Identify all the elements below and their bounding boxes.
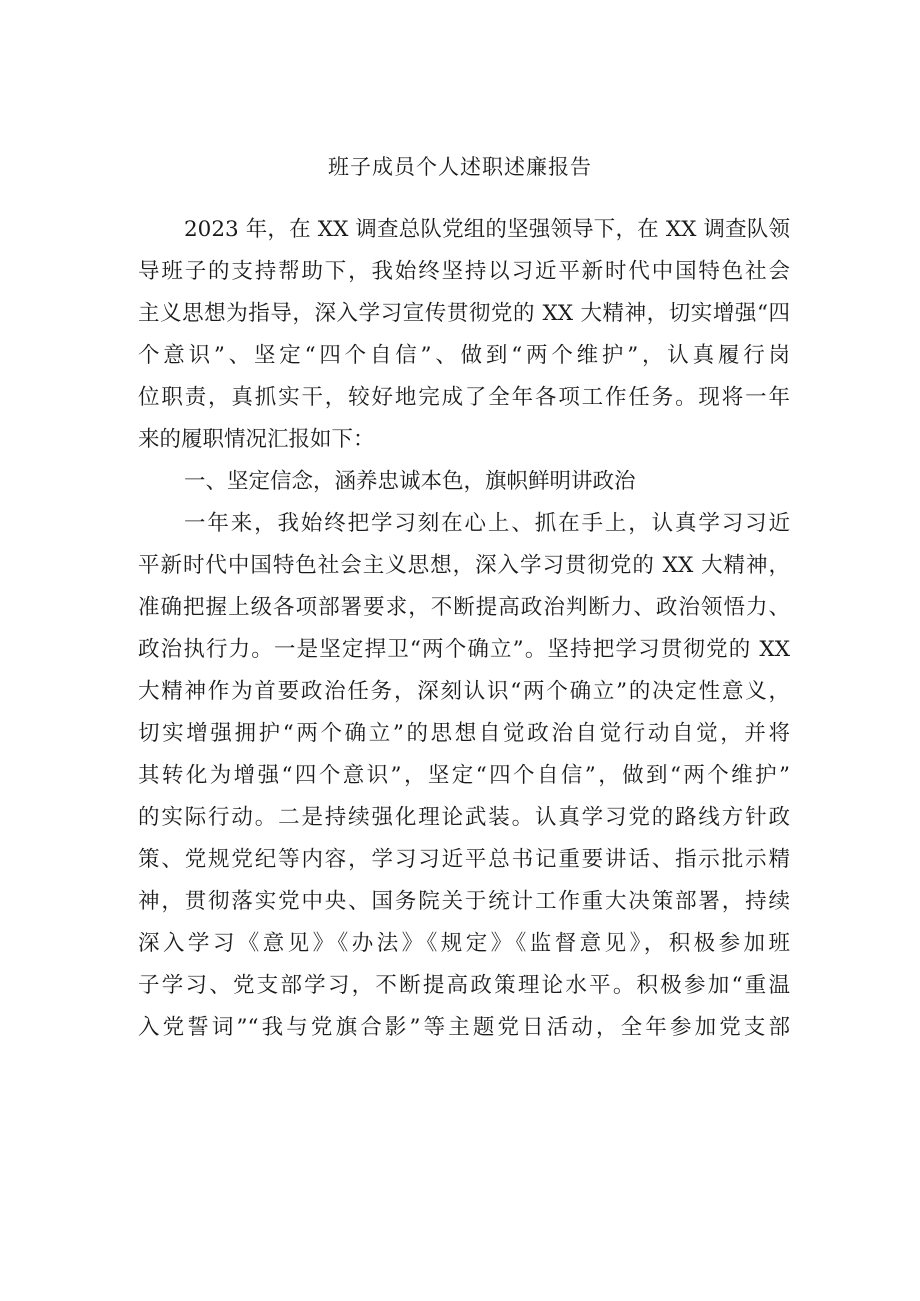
paragraph-line: 2023 年，在 XX 调查总队党组的坚强领导下，在 XX 调查队领 <box>184 217 790 242</box>
paragraph-line: 神，贯彻落实党中央、国务院关于统计工作重大决策部署，持续 <box>138 889 790 914</box>
paragraph-line: 策、党规党纪等内容，学习习近平总书记重要讲话、指示批示精 <box>138 847 790 872</box>
paragraph-line: 的实际行动。二是持续强化理论武装。认真学习党的路线方针政 <box>138 805 790 830</box>
paragraph-line: 一年来，我始终把学习刻在心上、抓在手上，认真学习习近 <box>184 511 790 536</box>
paragraph-line: 平新时代中国特色社会主义思想，深入学习贯彻党的 XX 大精神， <box>138 553 790 578</box>
paragraph-line: 个意识”、坚定“四个自信”、做到“两个维护”，认真履行岗 <box>138 343 790 368</box>
paragraph-line: 政治执行力。一是坚定捍卫“两个确立”。坚持把学习贯彻党的 XX <box>138 637 790 662</box>
paragraph-line: 子学习、党支部学习，不断提高政策理论水平。积极参加“重温 <box>138 973 790 998</box>
document-title: 班子成员个人述职述廉报告 <box>328 155 592 179</box>
paragraph-line: 主义思想为指导，深入学习宣传贯彻党的 XX 大精神，切实增强“四 <box>138 301 790 326</box>
paragraph-line: 准确把握上级各项部署要求，不断提高政治判断力、政治领悟力、 <box>138 595 790 620</box>
paragraph-line: 来的履职情况汇报如下： <box>138 427 375 452</box>
paragraph-line: 位职责，真抓实干，较好地完成了全年各项工作任务。现将一年 <box>138 385 790 410</box>
section-heading: 一、坚定信念，涵养忠诚本色，旗帜鲜明讲政治 <box>184 469 636 494</box>
paragraph-line: 深入学习《意见》《办法》《规定》《监督意见》，积极参加班 <box>138 931 790 956</box>
paragraph-line: 其转化为增强“四个意识”，坚定“四个自信”，做到“两个维护” <box>138 763 790 788</box>
paragraph-line: 入党誓词”“我与党旗合影”等主题党日活动，全年参加党支部 <box>138 1015 790 1040</box>
paragraph-line: 大精神作为首要政治任务，深刻认识“两个确立”的决定性意义， <box>138 679 790 704</box>
paragraph-line: 导班子的支持帮助下，我始终坚持以习近平新时代中国特色社会 <box>138 259 790 284</box>
paragraph-line: 切实增强拥护“两个确立”的思想自觉政治自觉行动自觉，并将 <box>138 721 790 746</box>
